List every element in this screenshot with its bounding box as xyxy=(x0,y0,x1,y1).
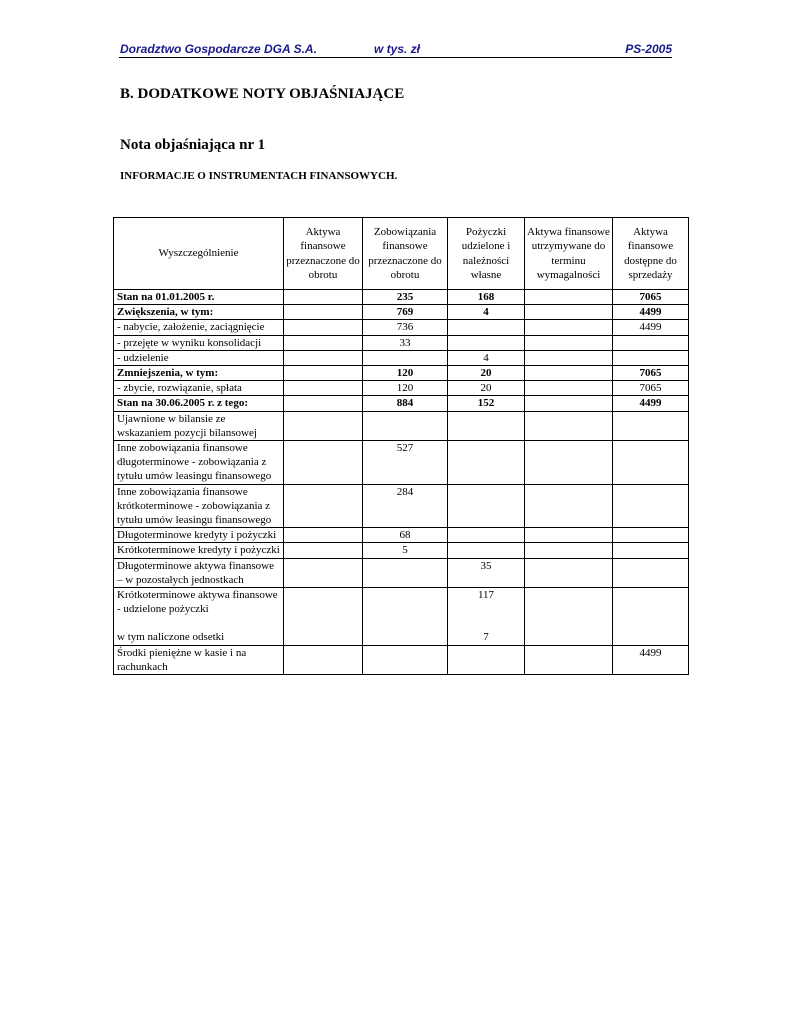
row-label-sub: w tym naliczone odsetki xyxy=(117,631,225,644)
table-row xyxy=(114,543,689,558)
cell-value xyxy=(363,350,448,365)
cell-value: 120 xyxy=(363,366,448,381)
row-label: Zmniejszenia, w tym: xyxy=(114,366,284,381)
cell-value xyxy=(284,305,363,320)
cell-value xyxy=(525,290,613,305)
table-row xyxy=(114,411,689,440)
cell-value: 527 xyxy=(363,441,448,485)
cell-value xyxy=(363,588,448,646)
financial-instruments-table xyxy=(113,217,689,675)
cell-value xyxy=(363,558,448,587)
cell-value xyxy=(613,411,689,440)
cell-value xyxy=(448,645,525,674)
cell-value: 20 xyxy=(448,366,525,381)
cell-value xyxy=(525,396,613,411)
column-header: Zobowiązania finansowe przeznaczone do obrotu xyxy=(363,218,448,290)
table-row xyxy=(114,290,689,305)
table-row xyxy=(114,441,689,485)
cell-value xyxy=(613,528,689,543)
header-company: Doradztwo Gospodarcze DGA S.A. xyxy=(120,42,317,56)
cell-value xyxy=(448,528,525,543)
cell-value xyxy=(525,645,613,674)
table-row xyxy=(114,366,689,381)
cell-value xyxy=(525,528,613,543)
section-title: B. DODATKOWE NOTY OBJAŚNIAJĄCE xyxy=(120,86,405,102)
column-header: Wyszczególnienie xyxy=(114,218,284,290)
cell-value xyxy=(448,484,525,528)
cell-value xyxy=(613,350,689,365)
cell-value xyxy=(613,588,689,646)
cell-value xyxy=(284,366,363,381)
table-row xyxy=(114,645,689,674)
cell-value: 884 xyxy=(363,396,448,411)
column-header: Aktywa finansowe utrzymywane do terminu wymagalności xyxy=(525,218,613,290)
cell-value xyxy=(525,441,613,485)
cell-value xyxy=(525,543,613,558)
cell-value xyxy=(284,396,363,411)
cell-value: 20 xyxy=(448,381,525,396)
cell-value xyxy=(448,335,525,350)
cell-value xyxy=(284,558,363,587)
cell-value xyxy=(284,484,363,528)
cell-value xyxy=(525,558,613,587)
table-header-row xyxy=(114,218,689,290)
cell-value xyxy=(448,441,525,485)
row-label-main: Krótkoterminowe aktywa finansowe - udzielone pożyczki xyxy=(117,589,278,616)
row-label: Długoterminowe kredyty i pożyczki xyxy=(114,528,284,543)
row-label: Ujawnione w bilansie ze wskazaniem pozycji bilansowej xyxy=(114,411,284,440)
page-header xyxy=(119,41,672,58)
cell-value-main: 117 xyxy=(477,589,495,602)
row-label xyxy=(114,588,284,646)
cell-value: 4499 xyxy=(613,320,689,335)
cell-value xyxy=(284,411,363,440)
table-row xyxy=(114,484,689,528)
cell-value: 736 xyxy=(363,320,448,335)
cell-value xyxy=(284,645,363,674)
header-unit: w tys. zł xyxy=(374,42,421,56)
cell-value xyxy=(284,588,363,646)
row-label: Krótkoterminowe kredyty i pożyczki xyxy=(114,543,284,558)
cell-value xyxy=(613,558,689,587)
cell-value xyxy=(525,588,613,646)
row-label: Inne zobowiązania finansowe długoterminowe - zobowiązania z tytułu umów leasingu finansowego xyxy=(114,441,284,485)
cell-value xyxy=(525,350,613,365)
table-row xyxy=(114,588,689,646)
column-header: Aktywa finansowe dostępne do sprzedaży xyxy=(613,218,689,290)
cell-value xyxy=(284,441,363,485)
cell-value: 4499 xyxy=(613,645,689,674)
cell-value: 7065 xyxy=(613,366,689,381)
cell-value xyxy=(284,381,363,396)
cell-value xyxy=(525,320,613,335)
cell-value xyxy=(525,335,613,350)
column-header: Aktywa finansowe przeznaczone do obrotu xyxy=(284,218,363,290)
table-row xyxy=(114,305,689,320)
cell-value: 33 xyxy=(363,335,448,350)
note-title: Nota objaśniająca nr 1 xyxy=(120,137,266,153)
row-label: Długoterminowe aktywa finansowe – w pozostałych jednostkach xyxy=(114,558,284,587)
cell-value xyxy=(448,588,525,646)
table-row xyxy=(114,320,689,335)
cell-value-sub: 7 xyxy=(483,631,489,644)
spacer xyxy=(117,616,280,630)
row-label: Środki pieniężne w kasie i na rachunkach xyxy=(114,645,284,674)
cell-value: 35 xyxy=(448,558,525,587)
cell-value: 4 xyxy=(448,350,525,365)
row-label: Inne zobowiązania finansowe krótkoterminowe - zobowiązania z tytułu umów leasingu finansowego xyxy=(114,484,284,528)
column-header: Pożyczki udzielone i należności własne xyxy=(448,218,525,290)
row-label: Stan na 01.01.2005 r. xyxy=(114,290,284,305)
cell-value xyxy=(363,645,448,674)
cell-value: 152 xyxy=(448,396,525,411)
cell-value: 284 xyxy=(363,484,448,528)
cell-value xyxy=(284,350,363,365)
table-row xyxy=(114,350,689,365)
cell-value xyxy=(613,543,689,558)
cell-value xyxy=(284,543,363,558)
cell-value xyxy=(525,484,613,528)
cell-value xyxy=(284,528,363,543)
table-row xyxy=(114,335,689,350)
cell-value: 4 xyxy=(448,305,525,320)
table-row xyxy=(114,528,689,543)
row-label: - nabycie, założenie, zaciągnięcie xyxy=(114,320,284,335)
cell-value xyxy=(613,335,689,350)
row-label: - udzielenie xyxy=(114,350,284,365)
row-label: Zwiększenia, w tym: xyxy=(114,305,284,320)
cell-value xyxy=(363,411,448,440)
cell-value: 168 xyxy=(448,290,525,305)
header-report-code: PS-2005 xyxy=(625,42,672,56)
cell-value xyxy=(525,305,613,320)
cell-value xyxy=(448,320,525,335)
cell-value xyxy=(525,381,613,396)
cell-value xyxy=(284,320,363,335)
cell-value xyxy=(284,335,363,350)
cell-value: 7065 xyxy=(613,381,689,396)
subtitle: INFORMACJE O INSTRUMENTACH FINANSOWYCH. xyxy=(120,170,398,182)
spacer xyxy=(451,602,521,616)
cell-value xyxy=(613,484,689,528)
cell-value: 769 xyxy=(363,305,448,320)
row-label: Stan na 30.06.2005 r. z tego: xyxy=(114,396,284,411)
cell-value: 4499 xyxy=(613,396,689,411)
cell-value: 7065 xyxy=(613,290,689,305)
cell-value xyxy=(448,543,525,558)
cell-value: 4499 xyxy=(613,305,689,320)
cell-value xyxy=(525,411,613,440)
cell-value: 5 xyxy=(363,543,448,558)
cell-value: 235 xyxy=(363,290,448,305)
cell-value: 120 xyxy=(363,381,448,396)
spacer xyxy=(451,616,521,630)
table-row xyxy=(114,396,689,411)
row-label: - przejęte w wyniku konsolidacji xyxy=(114,335,284,350)
cell-value xyxy=(525,366,613,381)
cell-value xyxy=(613,441,689,485)
table-row xyxy=(114,558,689,587)
cell-value: 68 xyxy=(363,528,448,543)
table-row xyxy=(114,381,689,396)
row-label: - zbycie, rozwiązanie, spłata xyxy=(114,381,284,396)
cell-value xyxy=(448,411,525,440)
cell-value xyxy=(284,290,363,305)
